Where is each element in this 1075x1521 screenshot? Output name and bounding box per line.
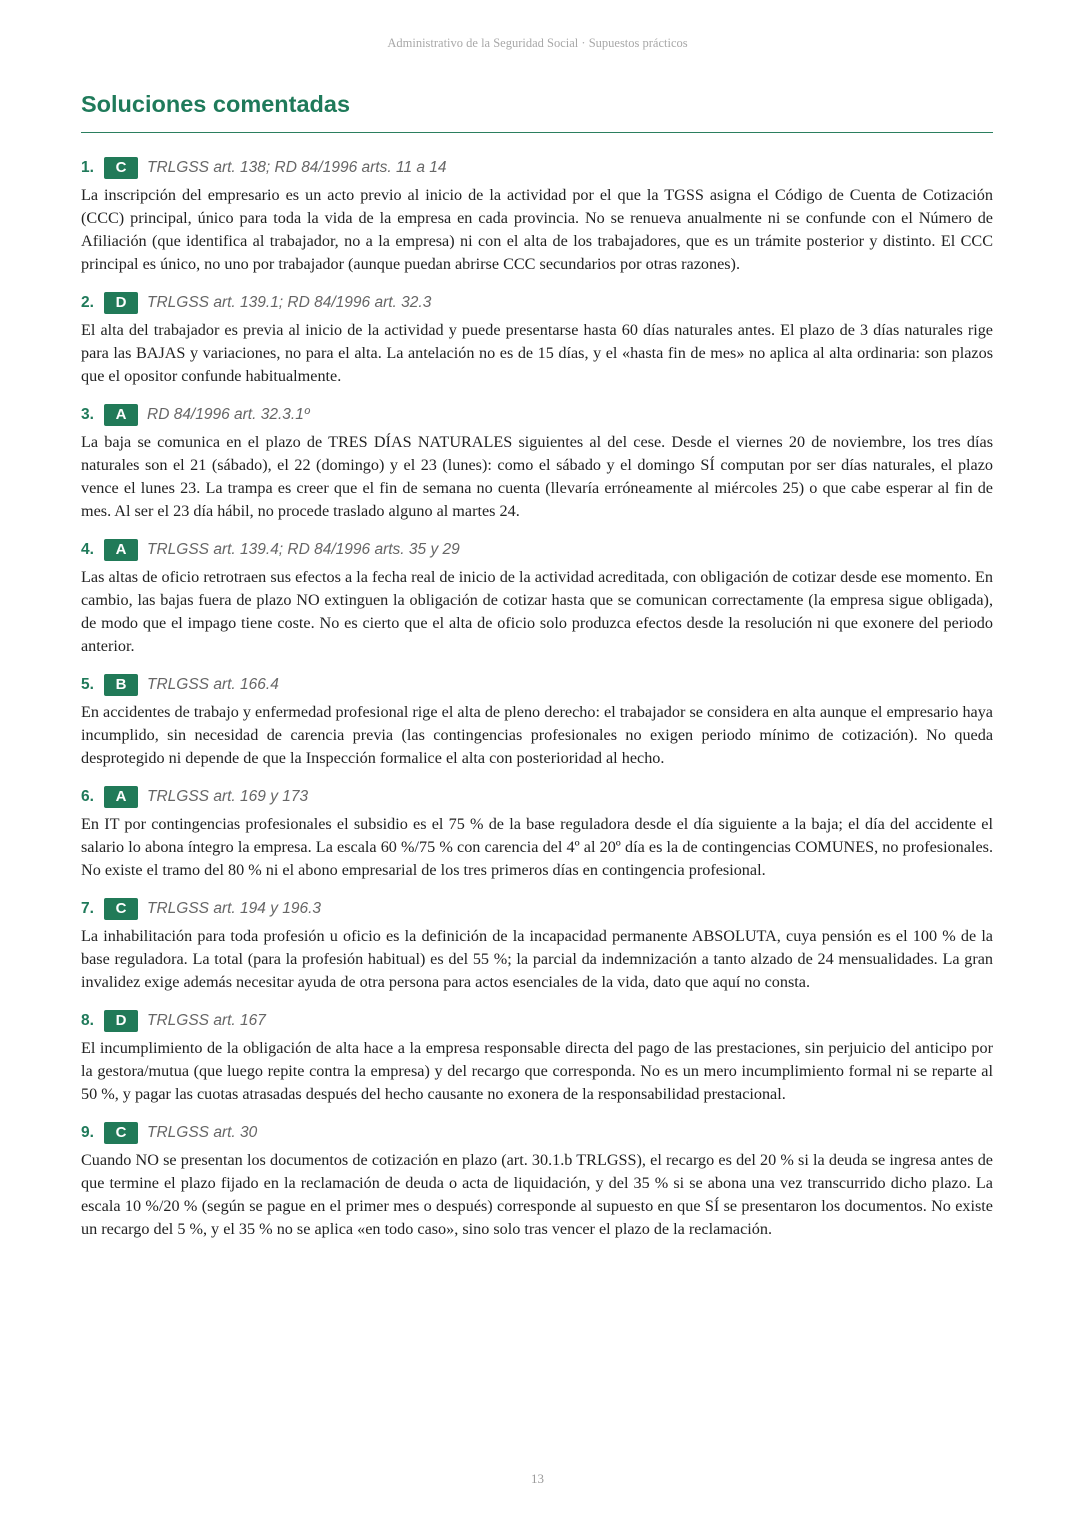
title-divider (81, 132, 993, 133)
legal-reference: RD 84/1996 art. 32.3.1º (147, 406, 310, 423)
legal-reference: TRLGSS art. 167 (147, 1012, 266, 1029)
solution-item (81, 674, 993, 770)
answer-badge: A (104, 786, 138, 808)
solution-number: 7. (81, 900, 94, 917)
solution-header (81, 404, 993, 426)
legal-reference: TRLGSS art. 139.1; RD 84/1996 art. 32.3 (147, 294, 432, 311)
solution-header (81, 539, 993, 561)
solution-item (81, 157, 993, 276)
solution-number: 1. (81, 159, 94, 176)
solution-header (81, 157, 993, 179)
answer-badge: C (104, 1122, 138, 1144)
solution-header (81, 1010, 993, 1032)
solution-explanation: En IT por contingencias profesionales el subsidio es el 75 % de la base reguladora desde el día siguiente a la baja; el día del accidente el salario lo abona íntegro la empresa. La escala 60 %/75 % con carencia del 4º al 20º día es la de contingencias COMUNES, no profesionales. No existe el tramo del 80 % ni el abono empresarial de los tres primeros días en contingencia profesional. (81, 815, 993, 879)
solution-number: 4. (81, 541, 94, 558)
running-header: Administrativo de la Seguridad Social · Supuestos prácticos (387, 36, 688, 50)
solution-explanation: El alta del trabajador es previa al inicio de la actividad y puede presentarse hasta 60 días naturales antes. El plazo de 3 días naturales rige para las BAJAS y variaciones, no para el alta. La antelación no es de 15 días, y el «hasta fin de mes» no aplica al alta ordinaria: son plazos que el opositor confunde habitualmente. (81, 321, 993, 385)
page-content (81, 88, 993, 1257)
solution-item (81, 1010, 993, 1106)
legal-reference: TRLGSS art. 166.4 (147, 676, 279, 693)
legal-reference: TRLGSS art. 194 y 196.3 (147, 900, 322, 917)
solution-item (81, 898, 993, 994)
answer-badge: A (104, 404, 138, 426)
solution-header (81, 786, 993, 808)
solutions-list (81, 157, 993, 1241)
solution-explanation: El incumplimiento de la obligación de alta hace a la empresa responsable directa del pago de las prestaciones, sin perjuicio del anticipo por la gestora/mutua (que luego repite contra la empresa) y del recargo que corresponda. No es un mero incumplimiento formal ni se reparte al 50 %, y pagar las cuotas atrasadas después del hecho causante no exonera de la responsabilidad prestacional. (81, 1039, 993, 1103)
solution-item (81, 539, 993, 658)
section-title: Soluciones comentadas (81, 91, 351, 117)
solution-explanation: La inscripción del empresario es un acto previo al inicio de la actividad por el que la TGSS asigna el Código de Cuenta de Cotización (CCC) principal, único para toda la vida de la empresa en cada provincia. No se renueva anualmente ni se confunde con el Número de Afiliación (que identifica al trabajador, no a la empresa) ni con el alta de los trabajadores, que es un trámite posterior y distinto. El CCC principal es único, no uno por trabajador (aunque puedan abrirse CCC secundarios por otras razones). (81, 186, 993, 273)
solution-header (81, 674, 993, 696)
legal-reference: TRLGSS art. 138; RD 84/1996 arts. 11 a 14 (147, 159, 447, 176)
solution-header (81, 898, 993, 920)
solution-item (81, 404, 993, 523)
solution-explanation: La inhabilitación para toda profesión u oficio es la definición de la incapacidad permanente ABSOLUTA, cuya pensión es el 100 % de la base reguladora. La total (para la profesión habitual) es del 55 %; la parcial da indemnización a tanto alzado de 24 mensualidades. La gran invalidez exige además necesitar ayuda de otra persona para actos esenciales de la vida, dato que aquí no consta. (81, 927, 993, 991)
legal-reference: TRLGSS art. 30 (147, 1124, 258, 1141)
solution-explanation: La baja se comunica en el plazo de TRES DÍAS NATURALES siguientes al del cese. Desde el viernes 20 de noviembre, los tres días naturales son el 21 (sábado), el 22 (domingo) y el 23 (lunes): como el sábado y el domingo SÍ computan por ser días naturales, el plazo vence el lunes 23. La trampa es creer que el fin de semana no cuenta (llevaría erróneamente al miércoles 25) o que cabe esperar al fin de mes. Al ser el 23 día hábil, no procede traslado alguno al martes 24. (81, 433, 993, 520)
solution-number: 8. (81, 1012, 94, 1029)
solution-explanation: En accidentes de trabajo y enfermedad profesional rige el alta de pleno derecho: el trabajador se considera en alta aunque el empresario haya incumplido, sin necesidad de carencia previa (las contingencias profesionales no exigen periodo mínimo de cotización). No queda desprotegido ni depende de que la Inspección formalice el alta con posterioridad al hecho. (81, 703, 993, 767)
solution-number: 9. (81, 1124, 94, 1141)
answer-badge: B (104, 674, 138, 696)
solution-explanation: Las altas de oficio retrotraen sus efectos a la fecha real de inicio de la actividad acreditada, con obligación de cotizar desde ese momento. En cambio, las bajas fuera de plazo NO extinguen la obligación de cotizar hasta que se comunican correctamente (la empresa sigue obligada), de modo que el impago tiene coste. No es cierto que el alta de oficio solo produzca efectos desde la resolución ni que exonere del periodo anterior. (81, 568, 993, 655)
legal-reference: TRLGSS art. 139.4; RD 84/1996 arts. 35 y 29 (147, 541, 460, 558)
solution-number: 6. (81, 788, 94, 805)
solution-item (81, 1122, 993, 1241)
answer-badge: D (104, 1010, 138, 1032)
solution-explanation: Cuando NO se presentan los documentos de cotización en plazo (art. 30.1.b TRLGSS), el recargo es del 20 % si la deuda se ingresa antes de que termine el plazo fijado en la reclamación de deuda o acta de liquidación, y del 35 % si se abona una vez transcurrido dicho plazo. La escala 10 %/20 % (según se pague en el primer mes o después) corresponde al supuesto en que SÍ se presentaron los documentos. No existe un recargo del 5 %, y el 35 % no se aplica «en todo caso», sino solo tras vencer el plazo de la reclamación. (81, 1151, 993, 1238)
legal-reference: TRLGSS art. 169 y 173 (147, 788, 309, 805)
solution-header (81, 292, 993, 314)
page-number: 13 (531, 1471, 544, 1486)
solution-header (81, 1122, 993, 1144)
answer-badge: A (104, 539, 138, 561)
solution-item (81, 292, 993, 388)
solution-number: 5. (81, 676, 94, 693)
solution-number: 3. (81, 406, 94, 423)
answer-badge: D (104, 292, 138, 314)
answer-badge: C (104, 157, 138, 179)
solution-item (81, 786, 993, 882)
answer-badge: C (104, 898, 138, 920)
solution-number: 2. (81, 294, 94, 311)
